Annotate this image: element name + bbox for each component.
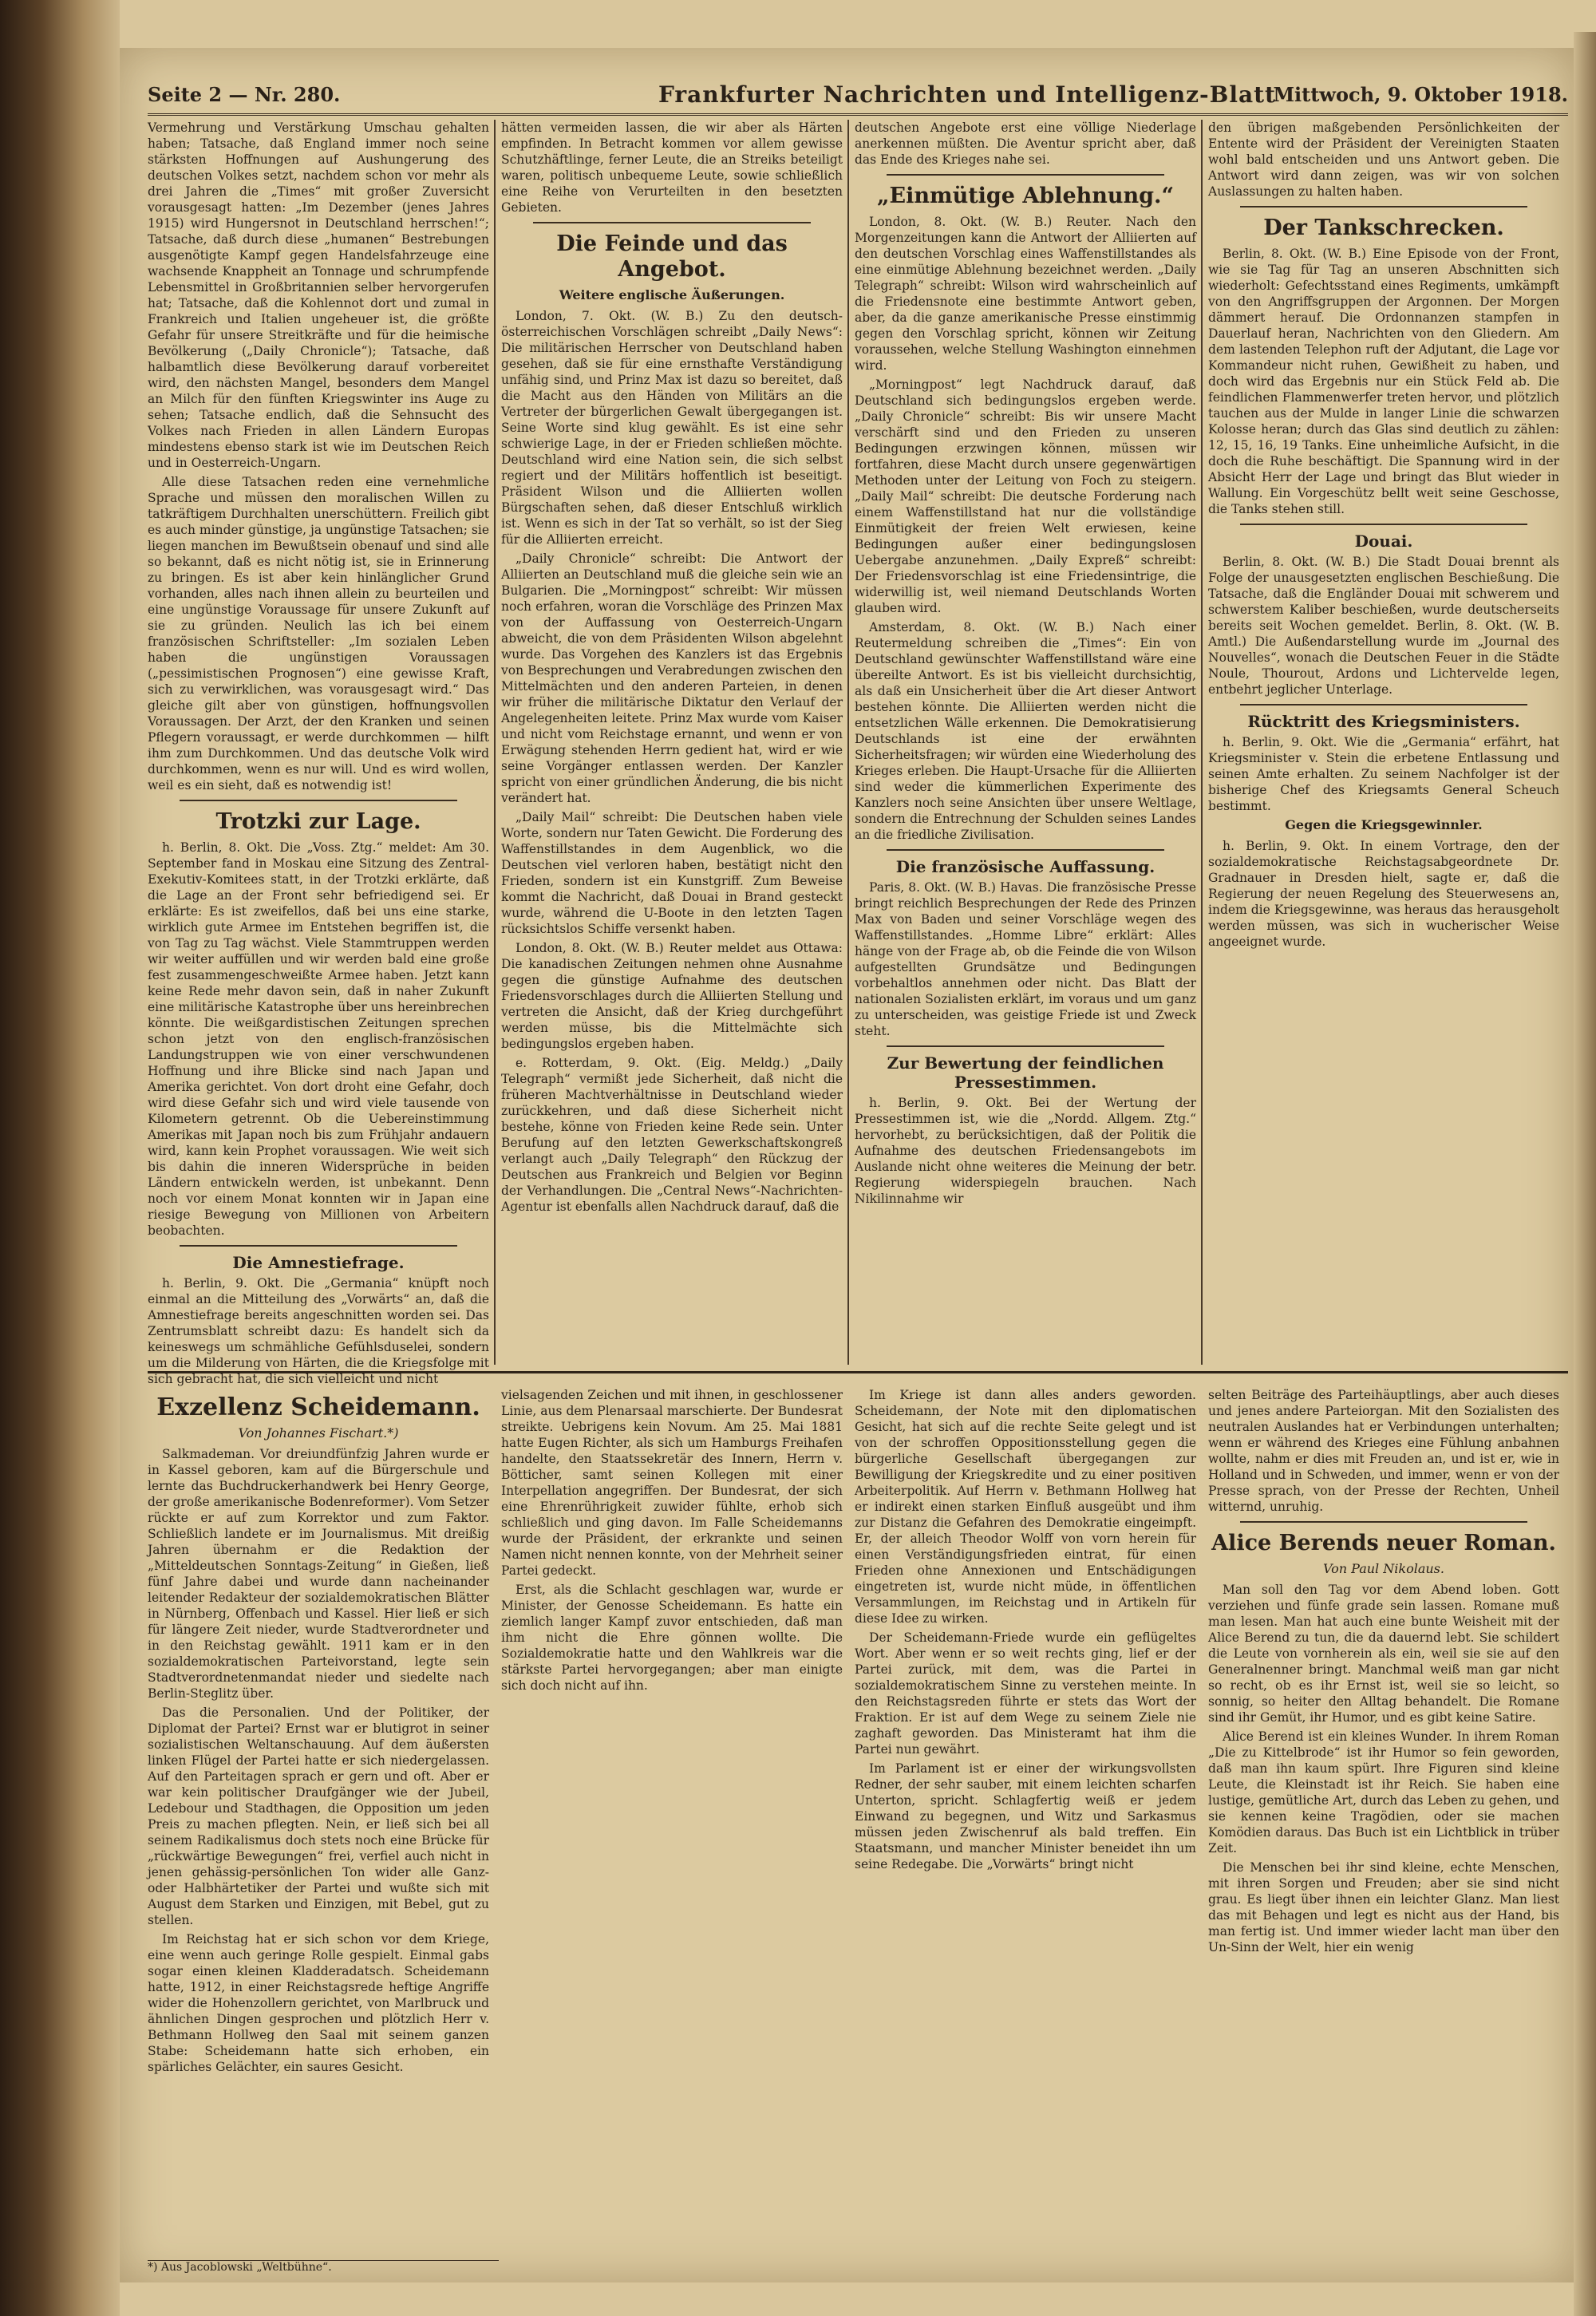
masthead (148, 80, 1568, 116)
article-paragraph: Berlin, 8. Okt. (W. B.) Eine Episode von der Front, wie sie Tag für Tag an unseren Abschnitten sich wiederholt: Gefechtsstand eines Regiments, umkämpft von den Angriffsgruppen der Argonnen. Der Morgen dämmert herauf. Die Ordonnanzen stampfen in Dauerlauf heran, Nachrichten von den Gliedern. Am dem lastenden Telephon ruft der Adjutant, die Lage vor Kommandeur nicht ruhen, Gewißheit zu haben, und doch wird das Ergebnis nur ein Stück Feld ab. Die feindlichen Flammenwerfer treten hervor, und plötzlich tauchen aus der Mulde in langer Linie die schwarzen Kolosse heran; durch das Glas sind deutlich zu zählen: 12, 15, 16, 19 Tanks. Eine unheimliche Aufsicht, in die doch die Ruhe beschäftigt. Die Spannung wird in der Absicht Herr der Lage und bringt das Blut wieder in Wallung. Ein Vorgeschütz bellt weit seine Geschosse, die Tanks stehen still. (1208, 247, 1559, 516)
page-edge (1574, 32, 1596, 2316)
review-title: Alice Berends neuer Roman. (1211, 1531, 1556, 1555)
article-paragraph: „Morningpost“ legt Nachdruck darauf, daß Deutschland sich bedingungslos ergeben werde. „Daily Chronicle“ schreibt: Bis wir unsere Macht verschärft sind und den Frieden zu unseren Bedingungen erzwingen können, müssen wir fortfahren, diese Macht durch unsere gegenwärtigen Methoden unter der Leitung von Foch zu steigern. „Daily Mail“ schreibt: Die deutsche Forderung nach einem Waffenstillstand hat nur die vollständige Einmütigkeit der freien Welt erwiesen, keine Bedingungen außer einer bedingungslosen Uebergabe anzunehmen. „Daily Expreß“ schreibt: Der Friedensvorschlag ist eine Friedensintrige, die widerwillig ist, weil niemand Deutschlands Worten glauben wird. (855, 377, 1196, 615)
article-paragraph: Paris, 8. Okt. (W. B.) Havas. Die französische Presse bringt reichlich Besprechungen der Rede des Prinzen Max von Baden und seiner Vorschläge wegen des Waffenstillstandes. „Homme Libre“ erklärt: Alles hänge von der Frage ab, ob die Feinde die von Wilson aufgestellten Grundsätze und Bedingungen vorbehaltlos annehmen oder nicht. Das Blatt der nationalen Sozialisten erklärt, im voraus und um ganz zu unterscheiden, was geistige Friede ist und Zweck steht. (855, 880, 1196, 1038)
headline-franzoesisch: Die französische Auffassung. (895, 857, 1156, 876)
article-paragraph: London, 7. Okt. (W. B.) Zu den deutsch-österreichischen Vorschlägen schreibt „Daily News“: Die militärischen Herrscher von Deutschland haben gesehen, daß sie für eine ernsthafte Verständigung unfähig sind, und Prinz Max ist dazu so bereitet, daß die Macht aus den Händen von Militärs an die Vertreter der bürgerlichen Gewalt übergegangen ist. Seine Worte sind klug gewählt. Es ist eine sehr schwierige Lage, in der er Frieden schließen möchte. Deutschland wird eine Nation sein, die sich selbst regiert und der Militärs hoffentlich ist beseitigt. Präsident Wilson und die Alliierten wollen Bürgschaften sehen, daß dieser Entschluß wirklich ist. Wenn es sich in der Tat so verhält, so ist der Sieg für die Alliierten erreicht. (501, 309, 843, 547)
article-paragraph: London, 8. Okt. (W. B.) Reuter. Nach den Morgenzeitungen kann die Antwort der Alliierten auf den deutschen Vorschlag eines Waffenstillstandes als eine einmütige Ablehnung bezeichnet werden. „Daily Telegraph“ schreibt: Wilson wird wahrscheinlich auf die Friedensnote eine bestimmte Antwort geben, aber, da die ganze amerikanische Presse einstimmig gegen den Vorschlag spricht, können wir Zeitung voraussehen, welche Stellung Washington einnehmen wird. (855, 215, 1196, 373)
article-paragraph: h. Berlin, 9. Okt. Bei der Wertung der Pressestimmen ist, wie die „Nordd. Allgem. Ztg.“ hervorhebt, zu berücksichtigen, daß der Politik die Aufnahme des deutschen Friedensangebots im Auslande nicht ohne weiteres die Meinung der betr. Regierung widerspiegeln brauchen. Nach Nikilinnahme wir (855, 1096, 1196, 1206)
review-byline: Von Paul Nikolaus. (1323, 1561, 1444, 1576)
article-paragraph: deutschen Angebote erst eine völlige Niederlage anerkennen müßten. Die Aventur spricht aber, daß das Ende des Krieges nahe sei. (855, 121, 1196, 167)
divider (887, 1045, 1164, 1047)
feuilleton-paragraph: Erst, als die Schlacht geschlagen war, wurde er Minister, der Genosse Scheidemann. Es hatte ein ziemlich langer Kampf zuvor entschieden, daß man ihm nicht die Ehre gönnen wollte. Die Sozialdemokratie hatte und den Wahlkreis war die stärkste Partei hervorgegangen; aber man einigte sich doch nicht auf ihn. (501, 1583, 843, 1693)
divider (1240, 206, 1527, 207)
article-paragraph: „Daily Mail“ schreibt: Die Deutschen haben viele Worte, sondern nur Taten Gewicht. Die Forderung des Waffenstillstandes in dem Augenblick, wo die Deutschen viel verloren haben, bestätigt nicht den Frieden, sondern ist ein Kunstgriff. Zum Beweise kommt die Nachricht, daß Douai in Brand gesteckt wurde, während die U-Boote in den letzten Tagen rücksichtslos Schiffe versenkt haben. (501, 810, 843, 936)
divider (887, 849, 1164, 851)
headline-tankschrecken: Der Tankschrecken. (1263, 215, 1504, 240)
feuilleton-paragraph: Das die Personalien. Und der Politiker, der Diplomat der Partei? Ernst war er blutigrot in seiner sozialistischen Weltanschauung. Auf dem äußersten linken Flügel der Partei hatte er sich niedergelassen. Auf den Parteitagen sprach er gern und oft. Aber er war kein politischer Draufgänger wie der Jubeil, Ledebour und Stadthagen, die Opposition um jeden Preis zu machen pflegten. Nein, er ließ sich bei all seinem Radikalismus doch stets noch eine Brücke für „rückwärtige Bewegungen“ frei, verfiel auch nicht in jenen gehässig-persönlichen Ton wider alle Ganz- oder Halbhärtetiker der Partei und wußte sich mit August dem Starken und Einzigen, mit Bebel, gut zu stellen. (148, 1705, 489, 1927)
column-1 (148, 120, 489, 1386)
column-divider (1201, 120, 1203, 1365)
article-paragraph: „Daily Chronicle“ schreibt: Die Antwort der Alliierten an Deutschland muß die gleiche sein wie an Bulgarien. Die „Morningpost“ schreibt: Wir müssen noch erfahren, woran die Vorschläge des Prinzen Max von der Auffassung von Oesterreich-Ungarn abweicht, die von dem Präsidenten Wilson abgelehnt wurde. Das Vorgehen des Kanzlers ist das Ergebnis von Besprechungen und Verabredungen zwischen den Mittelmächten und den anderen Parteien, in denen wir früher die militärische Diktatur den Verlauf der Angelegenheiten leitete. Prinz Max wurde vom Kaiser und nicht vom Reichstage ernannt, und wenn er von Erwägung stehenden Herrn gedient hat, wird er wie seine Vorgänger entlassen werden. Der Kanzler spricht von einer gründlichen Änderung, die bis nicht verändert hat. (501, 551, 843, 805)
divider (1240, 1521, 1527, 1523)
feuilleton-paragraph: Der Scheidemann-Friede wurde ein geflügeltes Wort. Aber wenn er so weit rechts ging, lief er der Partei zurück, mit dem, was die Partei in sozialdemokratischem Sinne zu verstehen meinte. In den Reichstagsreden führte er stets das Wort der Fraktion. Er ist auf dem Wege zu seinem Ziele nie zaghaft geworden. Das Ministeramt hat ihm die Partei nun gewährt. (855, 1630, 1196, 1757)
article-paragraph: Alle diese Tatsachen reden eine vernehmliche Sprache und müssen den moralischen Willen zu tatkräftigem Durchhalten unerschüttern. Freilich gibt es auch minder günstige, ja ungünstige Tatsachen; sie liegen manchen im Bewußtsein obenauf und sind alle so bekannt, daß es nicht nötig ist, sie in Erinnerung zu bringen. Es ist aber kein hinlänglicher Grund vorhanden, alles nach ihnen allein zu beurteilen und eine ungünstige Voraussage für unsere Zukunft auf sie zu gründen. Neulich las ich bei einem französischen Schriftsteller: „Im sozialen Leben haben die ungünstigen Voraussagen („pessimistischen Prognosen“) eine gewisse Kraft, sich zu verwirklichen, was vorausgesagt wird.“ Das gleiche gilt aber von günstigen, hoffnungsvollen Voraussagen. Der Arzt, der den Kranken und seinen Pflegern voraussagt, er werde durchkommen — hilft ihm zum Durchkommen. Und das deutsche Volk wird durchkommen, wenn es nur will. Und es wird wollen, weil es ein sieht, daß es notwendig ist! (148, 475, 489, 792)
feuilleton-byline: Von Johannes Fischart.*) (238, 1425, 399, 1441)
newspaper-title: Frankfurter Nachrichten und Intelligenz-Blatt (658, 81, 1276, 108)
article-paragraph: Vermehrung und Verstärkung Umschau gehalten haben; Tatsache, daß England immer noch seine stärksten Hoffnungen auf Aushungerung des deutschen Volkes setzt, nachdem schon vor mehr als drei Jahren die „Times“ mit großer Zuversicht vorausgesagt hatten: „Im Dezember (jenes Jahres 1915) wird Hungersnot in Deutschland herrschen!“; Tatsache, daß durch diese „humanen“ Bestrebungen ausgenötigte Kampf gegen Handelsfahrzeuge eine wachsende Knappheit an Tonnage und schrumpfende Lebensmittel in Großbritannien selber hervorgerufen hat; Tatsache, daß die Kohlennot dort und zumal in Frankreich und Italien ungeheuer ist, die größte Gefahr für unsere Streitkräfte und für die heimische Bevölkerung („Daily Chronicle“); Tatsache, daß halbamtlich diese Bevölkerung darauf vorbereitet wird, den nächsten Mangel, besonders dem Mangel an Milch für den fünften Kriegswinter ins Auge zu sehen; Tatsache endlich, daß die Sehnsucht des Volkes nach Frieden in allen Ländern Europas mindestens ebenso stark ist wie im Deutschen Reich und in Oesterreich-Ungarn. (148, 121, 489, 470)
feuilleton-paragraph: Salkmademan. Vor dreiundfünfzig Jahren wurde er in Kassel geboren, kam auf die Bürgerschule und lernte das Buchdruckerhandwerk bei Henry George, der große amerikanische Bodenreformer). Vom Setzer rückte er auf zum Korrektor und zum Faktor. Schließlich landete er im Journalismus. Mit dreißig Jahren übernahm er die Redaktion der „Mitteldeutschen Sonntags-Zeitung“ in Gießen, ließ fünf Jahre dabei und wurde dann nacheinander leitender Redakteur der sozialdemokratischen Blätter in Nürnberg, Offenbach und Kassel. Hier ließ er sich für längere Zeit nieder, wurde Stadtverordneter und in den Reichstag gewählt. 1911 kam er in den sozialdemokratischen Parteivorstand, legte sein Stadtverordnetenmandat nieder und siedelte nach Berlin-Steglitz über. (148, 1447, 489, 1701)
headline-kriegsminister: Rücktritt des Kriegsministers. (1247, 712, 1520, 731)
article-paragraph: Berlin, 8. Okt. (W. B.) Die Stadt Douai brennt als Folge der unausgesetzten englischen Beschießung. Die Tatsache, daß die Engländer Douai mit schwerem und schwerstem Kaliber beschießen, wurde deutscherseits bereits seit Wochen gemeldet. Berlin, 8. Okt. (W. B. Amtl.) Die Außendarstellung wurde im „Journal des Nouvelles“, wonach die Deutschen Feuer in die Städte Noule, Thourout, Ardons und Lichtervelde legen, entbehrt jeglicher Unterlage. (1208, 555, 1559, 697)
headline-pressestimmen: Zur Bewertung der feindlichen Pressestimmen. (887, 1053, 1164, 1092)
divider (533, 222, 811, 223)
headline-trotzki: Trotzki zur Lage. (215, 809, 421, 834)
headline-feinde: Die Feinde und das Angebot. (556, 231, 788, 282)
subheadline-kriegsgewinnler: Gegen die Kriegsgewinnler. (1285, 817, 1483, 832)
headline-ablehnung: „Einmütige Ablehnung.“ (877, 184, 1174, 208)
footnote: *) Aus Jacoblowski „Weltbühne“. (148, 2260, 499, 2274)
feuilleton-title: Exzellenz Scheidemann. (156, 1393, 480, 1421)
feuilleton-paragraph: Im Reichstag hat er sich schon vor dem Kriege, eine wenn auch geringe Rolle gespielt. Einmal gabs sogar einen kleinen Kladderadatsch. Scheidemann hatte, 1912, in einer Reichstagsrede heftige Angriffe wider die Hohenzollern gerichtet, von Marlbruck und ähnlichen Dingen gesprochen und plötzlich Herr v. Bethmann Hollweg den Saal mit seinem ganzen Stabe: Scheidemann hatte sich erhoben, ein spärliches Gelächter, ein saures Gesicht. (148, 1932, 489, 2074)
column-3 (855, 120, 1196, 1363)
divider (887, 174, 1164, 176)
article-paragraph: London, 8. Okt. (W. B.) Reuter meldet aus Ottawa: Die kanadischen Zeitungen nehmen ohne Ausnahme gegen die günstige Aufnahme des deutschen Friedensvorschlages durch die Alliierten Stellung und vertreten die Ansicht, daß der Krieg durchgeführt werden müsse, bis die Mittelmächte sich bedingungslos ergeben haben. (501, 941, 843, 1051)
review-paragraph: Die Menschen bei ihr sind kleine, echte Menschen, mit ihren Sorgen und Freuden; aber sie sind nicht grau. Es liegt über ihnen ein leichter Glanz. Man liest das mit Behagen und legt es nicht aus der Hand, bis man fertig ist. Und immer wieder lacht man über den Un-Sinn der Welt, hier ein wenig (1208, 1860, 1559, 1954)
feuilleton-paragraph: Im Parlament ist er einer der wirkungsvollsten Redner, der sehr sauber, mit einem leichten scharfen Unterton, spricht. Schlagfertig weiß er jedem Einwand zu begegnen, und Witz und Sarkasmus müssen jeden Zwischenruf als bald treffen. Ein Staatsmann, und mancher Minister beneidet ihn um seine Redegabe. Die „Vorwärts“ bringt nicht (855, 1761, 1196, 1871)
article-paragraph: h. Berlin, 8. Okt. Die „Voss. Ztg.“ meldet: Am 30. September fand in Moskau eine Sitzung des Zentral-Exekutiv-Komitees statt, in der Trotzki erklärte, daß die Lage an der Front sehr befriedigend sei. Er erklärte: Es ist zweifellos, daß bei uns eine starke, wirklich gute Armee im Entstehen begriffen ist, die von Tag zu Tag wächst. Viele Stammtruppen werden wir weiter auffüllen und wir werden bald eine große fest zusammengeschweißte Armee haben. Jetzt kann keine Rede mehr davon sein, daß in naher Zukunft eine militärische Katastrophe über uns hereinbrechen könnte. Die weißgardistischen Zeitungen sprechen schon jetzt von den englisch-französischen Landungstruppen wie von einer verschwundenen Hoffnung und ihre Blicke sind nach Japan und Amerika gerichtet. Von dort droht eine Gefahr, doch wird diese Gefahr sich und wird viele tausende von Kilometern getrennt. Ob die Uebereinstimmung Amerikas mit Japan noch bis zum Frühjahr andauern wird, kann kein Prophet voraussagen. Wie weit sich bis dahin die inneren Widersprüche in beiden Ländern entwickeln werden, ist unbekannt. Denn noch vor einem Monat konnten wir in Japan eine riesige Bewegung von Millionen von Arbeitern beobachten. (148, 840, 489, 1238)
divider (180, 1245, 457, 1247)
article-paragraph: e. Rotterdam, 9. Okt. (Eig. Meldg.) „Daily Telegraph“ vermißt jede Sicherheit, daß nicht die früheren Machtverhältnisse in Deutschland wieder zurückkehren, und daß diese Sicherheit nicht bestehe, könne von Frieden keine Rede sein. Unter Berufung auf den letzten Gewerkschaftskongreß verlangt auch „Daily Telegraph“ den Rückzug der Deutschen aus Frankreich und Belgien vor Beginn der Verhandlungen. Die „Central News“-Nachrichten-Agentur ist ebenfalls allen Nachdruck darauf, daß die (501, 1056, 843, 1214)
article-paragraph: h. Berlin, 9. Okt. In einem Vortrage, den der sozialdemokratische Reichstagsabgeordnete Dr. Gradnauer in Dresden hielt, sagte er, daß die Regierung der neuen Regelung des Steuerwesens an, indem die Kriegsgewinne, was heraus das herausgeholt werden müssen, was sich in wucherischer Weise angeeignet wurde. (1208, 839, 1559, 949)
divider (1240, 704, 1527, 705)
review-paragraph: Man soll den Tag vor dem Abend loben. Gott verziehen und fünfe grade sein lassen. Romane muß man lesen. Man hat auch eine bunte Weisheit mit der Alice Berend zu tun, die da dauernd lebt. Sie schildert die Leute von vornherein als ein, weil sie sie auf den Generalnenner bringt. Manchmal weiß man gar nicht so recht, ob es ihr Ernst ist, weil sie so leicht, so sonnig, so heiter den Alltag behandelt. Die Romane sind ihr Gemüt, ihr Humor, und es gibt keine Satire. (1208, 1583, 1559, 1725)
article-paragraph: hätten vermeiden lassen, die wir aber als Härten empfinden. In Betracht kommen vor allem gewisse Schutzhäftlinge, ferner Leute, die an Streiks beteiligt waren, politisch unbequeme Leute, sowie schließlich eine Reihe von Verurteilten in den besetzten Gebieten. (501, 121, 843, 215)
headline-douai: Douai. (1354, 532, 1413, 551)
article-paragraph: Amsterdam, 8. Okt. (W. B.) Nach einer Reutermeldung schreiben die „Times“: Ein von Deutschland gewünschter Waffenstillstand wäre eine übereilte Antwort. Es ist bis vielleicht durchsichtig, als daß ein Unsicherheit über die Art dieser Antwort bestehen könnte. Die Alliierten werden nicht die entsetzlichen Wälle erkennen. Die Demokratisierung Deutschlands ist eine der erwähnten Sicherheitsfragen; wir würden eine Wiederholung des Krieges erleben. Die Haupt-Ursache für die Alliierten sind weder die kümmerlichen Experimente des Kanzlers noch seine Ansichten über unsere Weltlage, sondern die Entrechnung der Schulden seines Landes an die friedliche Zivilisation. (855, 620, 1196, 842)
column-4 (1208, 120, 1559, 1363)
feuilleton-column-3 (855, 1387, 1196, 2257)
review-paragraph: Alice Berend ist ein kleines Wunder. In ihrem Roman „Die zu Kittelbrode“ ist ihr Humor so fein geworden, daß man ihn kaum spürt. Ihre Figuren sind kleine Leute, die Kleinstadt ist ihr Reich. Sie haben eine lustige, gemütliche Art, durch das Leben zu gehen, und sie kennen keine Tragödien, oder sie machen Komödien daraus. Das Buch ist ein Lichtblick in trüber Zeit. (1208, 1729, 1559, 1856)
feuilleton-divider (148, 1371, 1568, 1373)
feuilleton-column-4 (1208, 1387, 1559, 2257)
column-divider (847, 120, 849, 1365)
column-2 (501, 120, 843, 1363)
headline-amnestie: Die Amnestiefrage. (232, 1253, 405, 1272)
subheadline: Weitere englische Äußerungen. (559, 287, 785, 302)
feuilleton-paragraph: selten Beiträge des Parteihäuptlings, aber auch dieses und jenes andere Parteiorgan. Mit den Sozialisten des neutralen Auslandes hat er Verbindungen unterhalten; wenn er während des Krieges eine Fühlung anbahnen wollte, nahm er dies mit Freuden an, und ist er, wie in Holland und in Schweden, und immer, wenn er von der Presse sprach, von der Presse der Rechten, Unheil witternd, unruhig. (1208, 1388, 1559, 1514)
issue-date: Mittwoch, 9. Oktober 1918. (1273, 83, 1568, 106)
divider (1240, 524, 1527, 525)
article-paragraph: h. Berlin, 9. Okt. Wie die „Germania“ erfährt, hat Kriegsminister v. Stein die erbetene Entlassung und seinen Amte erhalten. Zu seinem Nachfolger ist der bisherige Chef des Kriegsamts General Scheuch bestimmt. (1208, 735, 1559, 813)
page-number: Seite 2 — Nr. 280. (148, 83, 341, 106)
feuilleton-column-1 (148, 1387, 489, 2257)
article-paragraph: h. Berlin, 9. Okt. Die „Germania“ knüpft noch einmal an die Mitteilung des „Vorwärts“ an, daß die Amnestiefrage bereits angeschnitten worden sei. Das Zentrumsblatt schreibt dazu: Es handelt sich da keineswegs um schmähliche Gefühlsduselei, sondern um die Milderung von Härten, die die Kriegsfolge mit sich gebracht hat, die sich vielleicht und nicht (148, 1276, 489, 1386)
divider (180, 800, 457, 801)
feuilleton-paragraph: Im Kriege ist dann alles anders geworden. Scheidemann, der Note mit den diplomatischen Gesicht, hat sich auf die rechte Seite gelegt und ist von der schroffen Oppositionsstellung gegen die bürgerliche Gesellschaft übergegangen zur Bewilligung der Kriegskredite und zu einer positiven Arbeiterpolitik. Auf Herrn v. Bethmann Hollweg hat er indirekt einen starken Einfluß ausgeübt und ihm zur Distanz die Gefahren des Demokratie eingeimpft. Er, der alleich Theodor Wolff von vorn herein für einen Verständigungsfrieden eintrat, für einen Frieden ohne Annexionen und Entschädigungen eingetreten ist, wurde nicht müde, in öffentlichen Versammlungen, im Reichstag und in Artikeln für diese Idee zu wirken. (855, 1388, 1196, 1626)
feuilleton-paragraph: vielsagenden Zeichen und mit ihnen, in geschlossener Linie, aus dem Plenarsaal marschierte. Der Bundesrat streikte. Uebrigens kein Novum. Am 25. Mai 1881 hatte Eugen Richter, als sich um Hamburgs Freihafen handelte, den Staatssekretär des Innern, Herrn v. Bötticher, samt seinen Kollegen mit einer Interpellation angegriffen. Der Bundesrat, der sich eine Ehrenrührigkeit zuwider fühlte, erhob sich schließlich und ging davon. Im Falle Scheidemanns wurde der Präsident, der erkrankte und seinen Namen nicht nennen konnte, von der Mehrheit seiner Partei gedeckt. (501, 1388, 843, 1578)
book-binding (0, 0, 120, 2316)
feuilleton-column-2 (501, 1387, 843, 2257)
article-paragraph: den übrigen maßgebenden Persönlichkeiten der Entente wird der Präsident der Vereinigten Staaten wohl bald entscheiden und uns Antwort geben. Die Antwort wird dann zeigen, was wir von solchen Auslassungen zu halten haben. (1208, 121, 1559, 199)
column-divider (494, 120, 496, 1365)
